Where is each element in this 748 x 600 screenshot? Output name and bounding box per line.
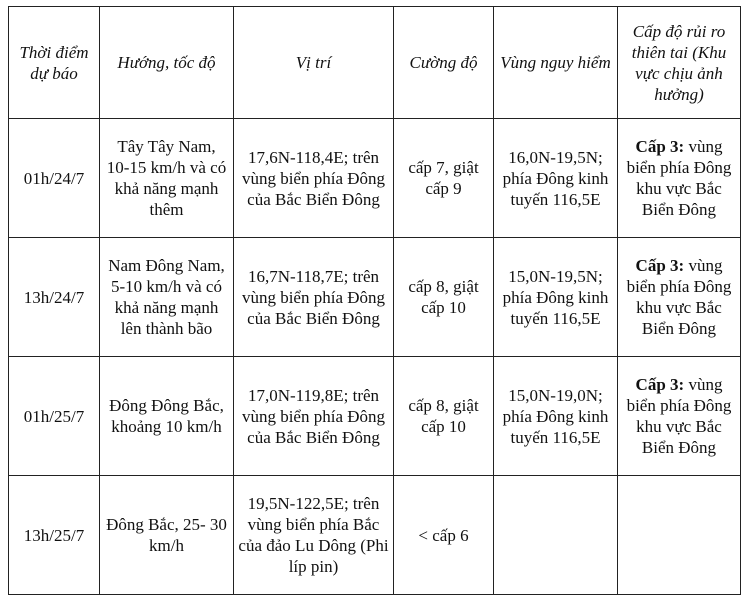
cell-time: 13h/24/7: [9, 238, 100, 357]
cell-risk-level: [618, 238, 741, 357]
cell-danger-zone: 15,0N-19,0N; phía Đông kinh tuyến 116,5E: [494, 357, 618, 476]
table-row: [9, 119, 741, 238]
cell-position: 17,6N-118,4E; trên vùng biển phía Đông của Bắc Biển Đông: [234, 119, 394, 238]
header-row: [9, 7, 741, 119]
header-position: Vị trí: [234, 7, 394, 119]
risk-area: vùng biển phía Đông khu vực Bắc Biển Đông: [626, 137, 732, 219]
cell-position: 17,0N-119,8E; trên vùng biển phía Đông của Bắc Biển Đông: [234, 357, 394, 476]
header-intensity: Cường độ: [394, 7, 494, 119]
cell-risk-level: [618, 119, 741, 238]
cell-direction: Đông Bắc, 25- 30 km/h: [100, 476, 234, 595]
cell-intensity: cấp 7, giật cấp 9: [394, 119, 494, 238]
cell-danger-zone: 15,0N-19,5N; phía Đông kinh tuyến 116,5E: [494, 238, 618, 357]
cell-direction: Tây Tây Nam, 10-15 km/h và có khả năng mạnh thêm: [100, 119, 234, 238]
table-row: [9, 476, 741, 595]
cell-intensity: cấp 8, giật cấp 10: [394, 238, 494, 357]
cell-intensity: < cấp 6: [394, 476, 494, 595]
cell-danger-zone: 16,0N-19,5N; phía Đông kinh tuyến 116,5E: [494, 119, 618, 238]
cell-time: 01h/24/7: [9, 119, 100, 238]
cell-risk-level: [618, 476, 741, 595]
forecast-table: [8, 6, 741, 595]
risk-area: vùng biển phía Đông khu vực Bắc Biển Đông: [626, 375, 732, 457]
risk-level-label: Cấp 3:: [635, 256, 685, 275]
header-risk-level: Cấp độ rủi ro thiên tai (Khu vực chịu ảnh hưởng): [618, 7, 741, 119]
table-row: [9, 238, 741, 357]
header-direction: Hướng, tốc độ: [100, 7, 234, 119]
risk-level-label: Cấp 3:: [635, 137, 685, 156]
cell-risk-level: [618, 357, 741, 476]
cell-time: 01h/25/7: [9, 357, 100, 476]
header-danger-zone: Vùng nguy hiểm: [494, 7, 618, 119]
table-row: [9, 357, 741, 476]
cell-direction: Nam Đông Nam, 5-10 km/h và có khả năng mạnh lên thành bão: [100, 238, 234, 357]
cell-position: 19,5N-122,5E; trên vùng biển phía Bắc của đảo Lu Dông (Phi líp pin): [234, 476, 394, 595]
cell-danger-zone: [494, 476, 618, 595]
risk-area: vùng biển phía Đông khu vực Bắc Biển Đông: [626, 256, 732, 338]
cell-intensity: cấp 8, giật cấp 10: [394, 357, 494, 476]
cell-direction: Đông Đông Bắc, khoảng 10 km/h: [100, 357, 234, 476]
risk-level-label: Cấp 3:: [635, 375, 685, 394]
header-time: Thời điểm dự báo: [9, 7, 100, 119]
cell-position: 16,7N-118,7E; trên vùng biển phía Đông của Bắc Biển Đông: [234, 238, 394, 357]
cell-time: 13h/25/7: [9, 476, 100, 595]
